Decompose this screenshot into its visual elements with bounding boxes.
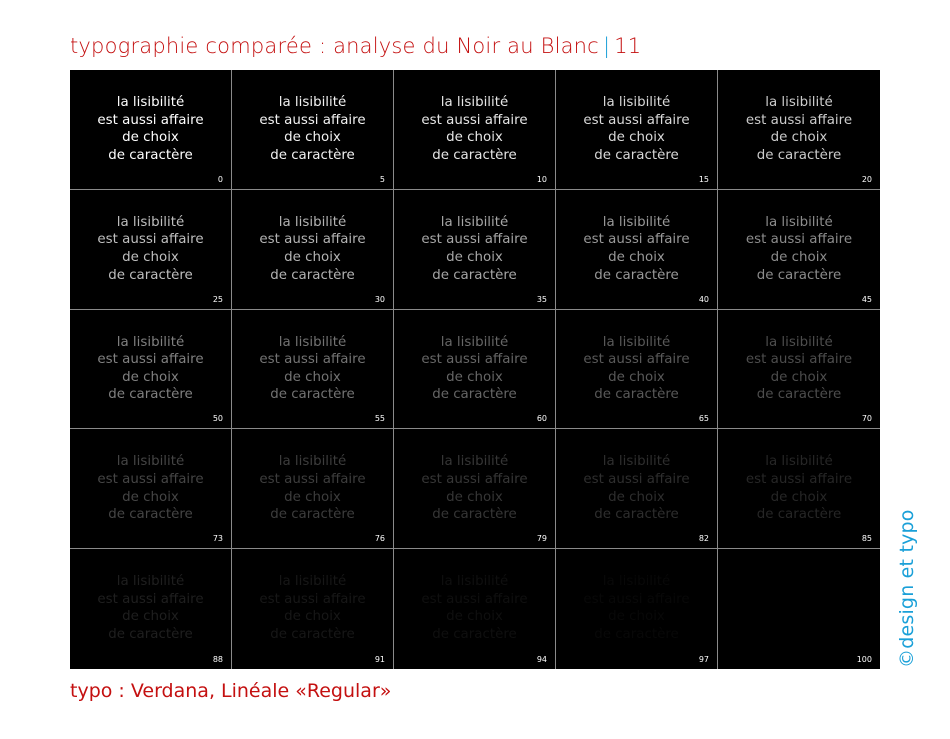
sample-line: est aussi affaire: [745, 471, 853, 487]
sample-cell: [718, 429, 880, 549]
sample-text: [232, 573, 393, 643]
sample-cell: [556, 429, 718, 549]
sample-line: est aussi affaire: [745, 232, 853, 248]
sample-cell: [556, 310, 718, 430]
sample-line: la lisibilité: [440, 574, 509, 590]
sample-line: de choix: [446, 369, 503, 385]
sample-line: de caractère: [756, 267, 842, 283]
level-label: 70: [861, 414, 872, 424]
sample-line: de caractère: [756, 387, 842, 403]
level-label: 20: [861, 174, 872, 184]
sample-cell: [394, 549, 556, 669]
level-label: 97: [698, 655, 709, 664]
sample-line: de caractère: [270, 147, 355, 163]
sample-line: la lisibilité: [765, 214, 833, 230]
sample-line: de choix: [446, 489, 503, 505]
sample-line: de caractère: [594, 626, 679, 642]
sample-line: la lisibilité: [440, 214, 509, 230]
sample-text: [556, 453, 717, 523]
sample-line: la lisibilité: [602, 334, 671, 350]
sample-line: la lisibilité: [765, 454, 833, 470]
sample-line: de choix: [770, 369, 828, 385]
sample-line: la lisibilité: [278, 574, 347, 590]
sample-cell: [232, 70, 394, 190]
sample-line: est aussi affaire: [421, 352, 528, 368]
sample-line: de choix: [608, 369, 665, 385]
sample-text: [232, 453, 393, 523]
sample-line: de choix: [284, 609, 341, 625]
sample-line: de caractère: [108, 626, 193, 642]
sample-cell: [718, 310, 880, 430]
sample-line: de choix: [446, 130, 503, 146]
level-label: 45: [861, 294, 872, 304]
page-title: [70, 34, 641, 58]
title-text: typographie comparée : analyse du Noir au Blanc: [70, 34, 599, 58]
sample-line: la lisibilité: [765, 334, 833, 350]
sample-line: est aussi affaire: [583, 352, 690, 368]
contrast-grid: [70, 70, 880, 669]
sample-line: est aussi affaire: [421, 112, 528, 128]
sample-line: de caractère: [270, 267, 355, 283]
sample-text: [718, 94, 880, 164]
level-label: 25: [212, 294, 223, 304]
level-label: 35: [536, 294, 547, 304]
sample-line: de choix: [608, 609, 665, 625]
sample-line: de choix: [284, 249, 341, 265]
sample-cell: [394, 190, 556, 310]
sample-line: la lisibilité: [116, 214, 185, 230]
sample-line: de choix: [284, 489, 341, 505]
sample-line: de choix: [446, 609, 503, 625]
sample-text: [556, 94, 717, 164]
sample-line: la lisibilité: [278, 454, 347, 470]
sample-line: la lisibilité: [278, 334, 347, 350]
sample-line: de caractère: [594, 267, 679, 283]
sample-line: de caractère: [270, 387, 355, 403]
sample-text: [232, 94, 393, 164]
sample-cell: [718, 549, 880, 669]
sample-cell: [70, 310, 232, 430]
sample-line: de choix: [284, 369, 341, 385]
sample-line: est aussi affaire: [583, 112, 690, 128]
credit-label: ©design et typo: [896, 509, 918, 668]
sample-line: est aussi affaire: [97, 232, 204, 248]
sample-line: de choix: [770, 130, 828, 146]
sample-line: la lisibilité: [278, 95, 347, 110]
level-label: 0: [217, 174, 223, 184]
sample-line: est aussi affaire: [421, 232, 528, 248]
sample-text: [556, 334, 717, 404]
sample-line: est aussi affaire: [259, 591, 366, 607]
sample-cell: [232, 549, 394, 669]
sample-line: de caractère: [432, 626, 517, 642]
sample-text: [394, 453, 555, 523]
sample-line: de choix: [608, 130, 665, 146]
sample-line: est aussi affaire: [259, 232, 366, 248]
level-label: 100: [856, 655, 872, 664]
sample-line: de choix: [770, 609, 828, 625]
sample-text: [718, 453, 880, 523]
level-label: 60: [536, 414, 547, 424]
level-label: 94: [536, 655, 547, 664]
sample-line: la lisibilité: [116, 334, 185, 350]
sample-line: de caractère: [594, 147, 679, 163]
sample-line: la lisibilité: [440, 454, 509, 470]
sample-line: la lisibilité: [116, 574, 185, 590]
level-label: 30: [374, 294, 385, 304]
sample-cell: [718, 70, 880, 190]
sample-text: [70, 573, 231, 643]
sample-cell: [556, 190, 718, 310]
level-label: 76: [374, 534, 385, 544]
sample-cell: [70, 549, 232, 669]
sample-line: de choix: [770, 249, 828, 265]
sample-line: est aussi affaire: [583, 471, 690, 487]
sample-cell: [556, 549, 718, 669]
level-label: 73: [212, 534, 223, 544]
sample-line: est aussi affaire: [259, 112, 366, 128]
sample-line: de caractère: [270, 626, 355, 642]
sample-text: [394, 94, 555, 164]
level-label: 55: [374, 414, 385, 424]
title-separator: |: [602, 34, 611, 58]
sample-line: la lisibilité: [440, 95, 509, 110]
sample-text: [70, 453, 231, 523]
sample-line: de caractère: [108, 387, 193, 403]
sample-text: [556, 573, 717, 643]
sample-line: la lisibilité: [765, 574, 833, 590]
sample-line: de choix: [770, 489, 828, 505]
sample-line: est aussi affaire: [421, 471, 528, 487]
sample-cell: [394, 429, 556, 549]
sample-line: est aussi affaire: [97, 591, 204, 607]
sample-text: [718, 214, 880, 284]
level-label: 50: [212, 414, 223, 424]
sample-text: [232, 334, 393, 404]
sample-line: est aussi affaire: [97, 352, 204, 368]
sample-line: la lisibilité: [765, 95, 833, 110]
sample-line: de caractère: [594, 507, 679, 523]
sample-cell: [70, 190, 232, 310]
sample-line: est aussi affaire: [259, 352, 366, 368]
sample-line: la lisibilité: [116, 454, 185, 470]
sample-line: de caractère: [756, 626, 842, 642]
sample-line: de choix: [122, 489, 179, 505]
level-label: 88: [212, 655, 223, 664]
sample-line: de caractère: [108, 267, 193, 283]
sample-line: est aussi affaire: [745, 112, 853, 128]
sample-line: de caractère: [108, 507, 193, 523]
sample-line: est aussi affaire: [259, 471, 366, 487]
sample-line: de choix: [284, 130, 341, 146]
sample-cell: [394, 310, 556, 430]
sample-line: de caractère: [432, 507, 517, 523]
sample-text: [232, 214, 393, 284]
sample-line: de caractère: [432, 267, 517, 283]
level-label: 91: [374, 655, 385, 664]
sample-cell: [70, 70, 232, 190]
level-label: 5: [379, 174, 385, 184]
sample-line: de caractère: [756, 507, 842, 523]
sample-line: de choix: [608, 489, 665, 505]
sample-text: [70, 214, 231, 284]
sample-line: est aussi affaire: [583, 232, 690, 248]
sample-text: [718, 334, 880, 404]
level-label: 15: [698, 174, 709, 184]
sample-text: [718, 573, 880, 643]
sample-line: de choix: [608, 249, 665, 265]
sample-text: [556, 214, 717, 284]
sample-cell: [718, 190, 880, 310]
sample-line: la lisibilité: [602, 574, 671, 590]
sample-line: de choix: [122, 609, 179, 625]
sample-line: de caractère: [594, 387, 679, 403]
level-label: 40: [698, 294, 709, 304]
sample-line: la lisibilité: [602, 214, 671, 230]
sample-line: de choix: [122, 249, 179, 265]
sample-line: la lisibilité: [602, 95, 671, 110]
sample-line: est aussi affaire: [97, 471, 204, 487]
level-label: 79: [536, 534, 547, 544]
sample-cell: [232, 190, 394, 310]
sample-line: de caractère: [756, 147, 842, 163]
sample-text: [394, 573, 555, 643]
sample-line: de caractère: [108, 147, 193, 163]
sample-cell: [232, 429, 394, 549]
sample-line: la lisibilité: [278, 214, 347, 230]
sample-line: est aussi affaire: [745, 352, 853, 368]
font-caption: typo : Verdana, Linéale «Regular»: [70, 680, 392, 702]
sample-line: est aussi affaire: [421, 591, 528, 607]
level-label: 10: [536, 174, 547, 184]
sample-cell: [394, 70, 556, 190]
sample-line: de choix: [122, 369, 179, 385]
sample-line: est aussi affaire: [583, 591, 690, 607]
sample-text: [394, 334, 555, 404]
sample-line: de caractère: [432, 147, 517, 163]
sample-line: de choix: [446, 249, 503, 265]
level-label: 82: [698, 534, 709, 544]
level-label: 85: [861, 534, 872, 544]
sample-line: la lisibilité: [116, 95, 185, 110]
sample-cell: [556, 70, 718, 190]
sample-text: [394, 214, 555, 284]
sample-line: de caractère: [270, 507, 355, 523]
level-label: 65: [698, 414, 709, 424]
page-number: 11: [614, 34, 642, 58]
sample-text: [70, 94, 231, 164]
sample-line: est aussi affaire: [97, 112, 204, 128]
sample-line: est aussi affaire: [745, 591, 853, 607]
sample-text: [70, 334, 231, 404]
sample-cell: [232, 310, 394, 430]
sample-line: la lisibilité: [602, 454, 671, 470]
sample-line: de choix: [122, 130, 179, 146]
sample-line: la lisibilité: [440, 334, 509, 350]
sample-line: de caractère: [432, 387, 517, 403]
sample-cell: [70, 429, 232, 549]
